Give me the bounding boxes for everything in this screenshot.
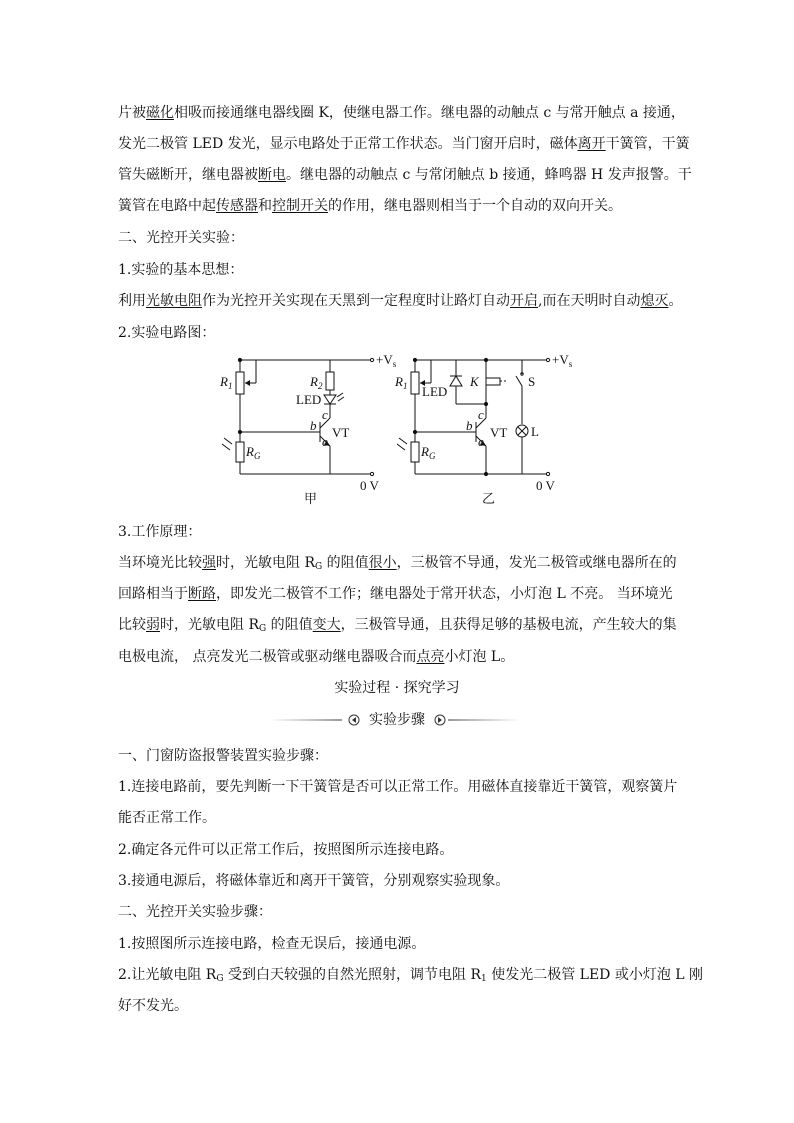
rg-resistor-left [236, 442, 244, 462]
zero-label-left: 0 V [360, 478, 379, 493]
led-label-left: LED [296, 392, 322, 407]
steps2-item2b: 好不发光。 [118, 998, 188, 1014]
section-heading: 实验过程 · 探究学习 [334, 680, 460, 696]
rg-label-right: $R_G$ [421, 444, 436, 461]
steps2-item1: 1.按照图所示连接电路，检查无误后，接通电源。 [118, 936, 426, 952]
principle-line3: 比较弱时，光敏电阻 $R_G$ 的阻值变大，三极管导通，且获得足够的基极电流，产生较大的集 [118, 617, 677, 634]
led-label-right: LED [422, 384, 448, 399]
section2-title: 二、光控开关实验： [118, 230, 244, 246]
label-yi: 乙 [482, 491, 496, 506]
r1-label-right: $R_1$ [395, 374, 408, 391]
relay-coil-right [486, 378, 500, 385]
steps1-item1b: 能否正常工作。 [118, 810, 216, 826]
r1-label-left: $R_1$ [220, 374, 233, 391]
r1-resistor-left [236, 372, 244, 394]
steps1-item3: 3.接通电源后，将磁体靠近和离开干簧管，分别观察实验现象。 [118, 873, 510, 889]
s2-3-heading: 3.工作原理： [118, 524, 202, 540]
principle-line2: 回路相当于断路，即发光二极管不工作；继电器处于常开状态，小灯泡 L 不亮。 当环境光 [118, 586, 673, 602]
banner [347, 711, 447, 729]
vs-label-left: $+V_s$ [376, 352, 397, 369]
s2-2-heading: 2.实验电路图： [118, 325, 216, 341]
s-label-right: S [528, 374, 536, 389]
principle-line4: 电极电流， 点亮发光二极管或驱动继电器吸合而点亮小灯泡 L。 [118, 649, 515, 665]
vs-label-right: $+V_s$ [552, 352, 573, 369]
banner-rule-left [270, 719, 342, 721]
para1-line3: 管失磁断开，继电器被断电。继电器的动触点 c 与常闭触点 b 接通，蜂鸣器 H 发声报警。干 [118, 167, 692, 183]
zero-label-right: 0 V [536, 478, 555, 493]
principle-line1: 当环境光比较强时，光敏电阻 $R_G$ 的阻值很小，三极管不导通，发光二极管或继电器所在的 [118, 555, 677, 572]
diode-right [450, 376, 462, 386]
banner-title: 实验步骤 [369, 712, 425, 728]
l-label-right: L [531, 424, 539, 439]
steps1-item2: 2.确定各元件可以正常工作后，按照图所示连接电路。 [118, 842, 454, 858]
r2-resistor-left [326, 372, 334, 390]
s2-1-heading: 1.实验的基本思想： [118, 262, 244, 278]
para1-line1: 片被磁化相吸而接通继电器线圈 K，使继电器工作。继电器的动触点 c 与常开触点 a 接通， [118, 105, 685, 121]
r2-label-left: $R_2$ [310, 374, 323, 391]
circuit-right [394, 352, 573, 506]
steps1-title: 一、门窗防盗报警装置实验步骤： [118, 748, 328, 764]
led-left [324, 395, 336, 404]
banner-rule-right [448, 719, 520, 721]
vt-label-right: VT [490, 425, 508, 440]
steps2-item2a: 2.让光敏电阻 $R_G$ 受到白天较强的自然光照射，调节电阻 $R_1$ 使发光二极管 LED 或小灯泡 L 刚 [118, 967, 704, 984]
label-jia: 甲 [304, 491, 318, 506]
emitter-label-left: e [322, 434, 328, 449]
steps2-title: 二、光控开关实验步骤： [118, 904, 272, 920]
base-label-left: b [310, 418, 317, 433]
collector-label-right: c [478, 407, 484, 422]
collector-label-left: c [322, 407, 328, 422]
emitter-label-right: e [478, 434, 484, 449]
s2-1-body: 利用光敏电阻作为光控开关实现在天黑到一定程度时让路灯自动开启,而在天明时自动熄灭。 [118, 293, 683, 309]
r1-resistor-right [411, 372, 419, 394]
rg-resistor-right [411, 442, 419, 462]
para1-line4: 簧管在电路中起传感器和控制开关的作用，继电器则相当于一个自动的双向开关。 [118, 198, 622, 214]
rg-label-left: $R_G$ [246, 444, 261, 461]
circuit-left [219, 352, 397, 506]
steps1-item1a: 1.连接电路前，要先判断一下干簧管是否可以正常工作。用磁体直接靠近干簧管，观察簧片 [118, 779, 678, 795]
circuit-diagram [210, 346, 590, 508]
k-label-right: K [470, 374, 479, 389]
vt-label-left: VT [332, 425, 350, 440]
para1-line2: 发光二极管 LED 发光，显示电路处于正常工作状态。当门窗开启时，磁体离开干簧管，干簧 [118, 136, 690, 152]
base-label-right: b [466, 418, 473, 433]
